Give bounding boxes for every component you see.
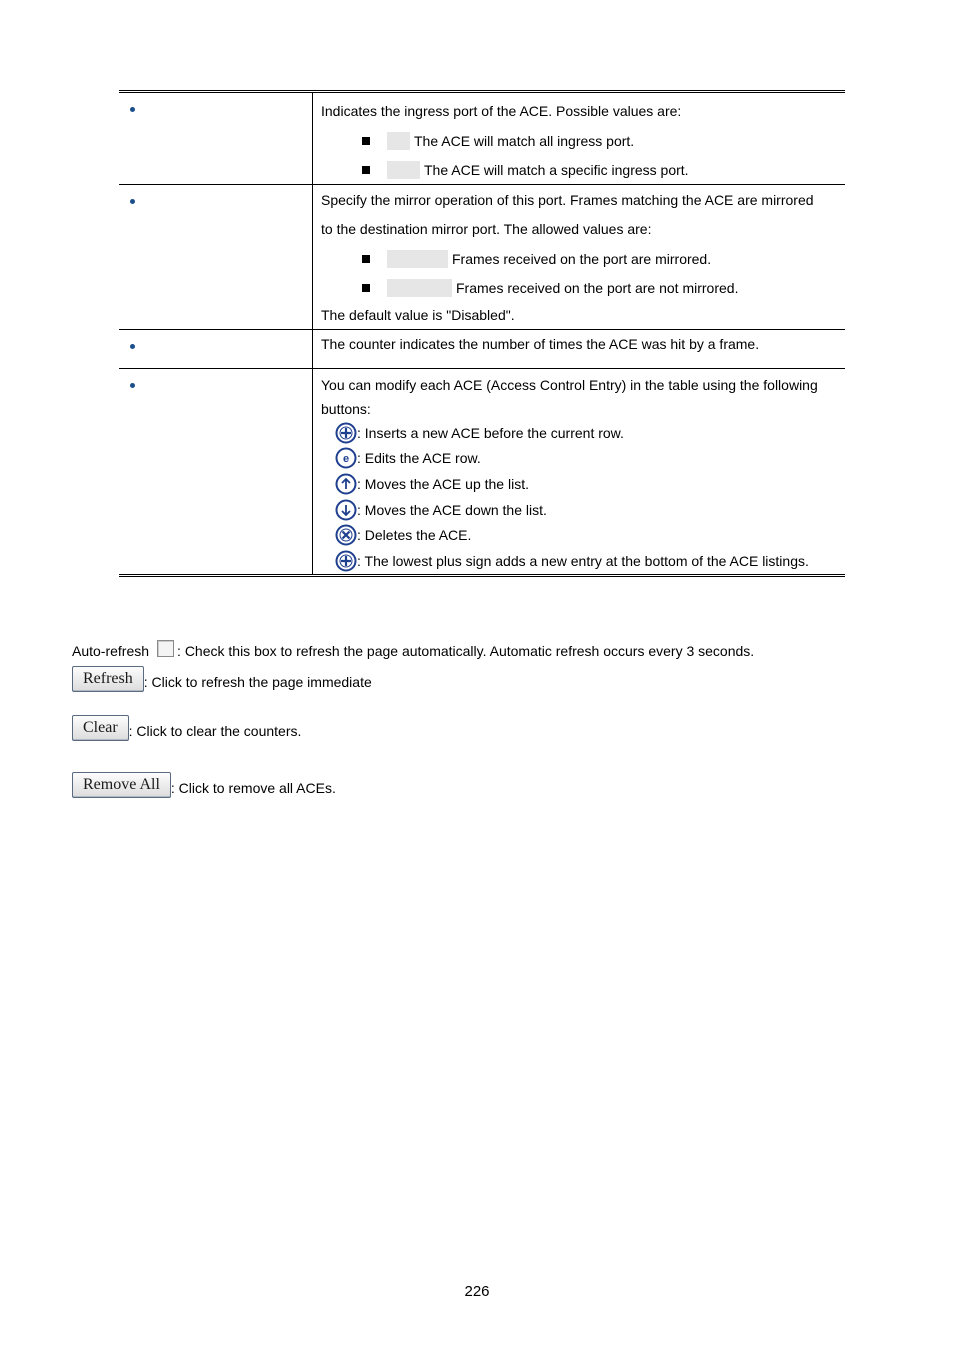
list-item: : Moves the ACE up the list.	[321, 471, 837, 497]
table-row	[119, 369, 845, 576]
add-bottom-plus-icon[interactable]	[335, 550, 357, 572]
desc-text: Indicates the ingress port of the ACE. Possible values are:	[321, 103, 682, 119]
desc-text: to the destination mirror port. The allowed values are:	[321, 221, 652, 237]
autorefresh-line	[72, 640, 754, 659]
list-item: e : Edits the ACE row.	[321, 446, 837, 472]
removeall-desc: : Click to remove all ACEs.	[170, 780, 336, 796]
removeall-line	[72, 772, 336, 798]
list-item: : Deletes the ACE.	[321, 522, 837, 548]
list-item: The ACE will match a specific ingress port.	[321, 155, 837, 184]
table-row	[119, 185, 845, 330]
desc-text: The default value is "Disabled".	[321, 307, 515, 323]
square-bullet-icon	[362, 284, 370, 292]
desc-cell	[313, 330, 846, 369]
page-number: 226	[464, 1283, 490, 1300]
desc-cell	[313, 369, 846, 576]
autorefresh-label: Auto-refresh	[72, 643, 150, 659]
desc-text: Specify the mirror operation of this port. Frames matching the ACE are mirrored	[321, 192, 814, 208]
clear-line	[72, 715, 301, 741]
remove-all-button[interactable]: Remove All	[72, 772, 171, 798]
desc-text: buttons:	[321, 401, 371, 417]
square-bullet-icon	[362, 166, 370, 174]
clear-button[interactable]: Clear	[72, 715, 129, 741]
list-item: : Moves the ACE down the list.	[321, 497, 837, 523]
edit-icon[interactable]	[335, 447, 357, 469]
desc-cell	[313, 185, 846, 330]
refresh-desc: : Click to refresh the page immediate	[143, 674, 372, 690]
desc-text: The counter indicates the number of times the ACE was hit by a frame.	[321, 336, 760, 352]
move-up-icon[interactable]	[335, 473, 357, 495]
clear-desc: : Click to clear the counters.	[128, 723, 302, 739]
desc-cell	[313, 92, 846, 185]
bullet-icon	[130, 344, 135, 349]
table-row	[119, 330, 845, 369]
list-item: Frames received on the port are not mirrored.	[321, 273, 837, 302]
parameter-table	[119, 90, 845, 577]
square-bullet-icon	[362, 255, 370, 263]
bullet-icon	[130, 107, 135, 112]
insert-plus-icon[interactable]	[335, 422, 357, 444]
refresh-button[interactable]: Refresh	[72, 666, 144, 692]
list-item: The ACE will match all ingress port.	[321, 126, 837, 155]
desc-text: You can modify each ACE (Access Control Entry) in the table using the following	[321, 377, 818, 393]
bullet-icon	[130, 199, 135, 204]
param-cell	[119, 369, 313, 576]
list-item: : Inserts a new ACE before the current row.	[321, 420, 837, 446]
bullet-icon	[130, 383, 135, 388]
param-cell	[119, 185, 313, 330]
table-row	[119, 92, 845, 185]
param-cell	[119, 330, 313, 369]
refresh-line	[72, 666, 372, 692]
autorefresh-checkbox[interactable]	[157, 640, 174, 657]
move-down-icon[interactable]	[335, 499, 357, 521]
autorefresh-desc: : Check this box to refresh the page automatically. Automatic refresh occurs every 3 seconds.	[177, 643, 755, 659]
param-cell	[119, 92, 313, 185]
delete-icon[interactable]	[335, 524, 357, 546]
svg-text:e: e	[342, 453, 350, 466]
square-bullet-icon	[362, 137, 370, 145]
list-item: : The lowest plus sign adds a new entry at the bottom of the ACE listings.	[321, 548, 837, 574]
list-item: Frames received on the port are mirrored.	[321, 244, 837, 273]
